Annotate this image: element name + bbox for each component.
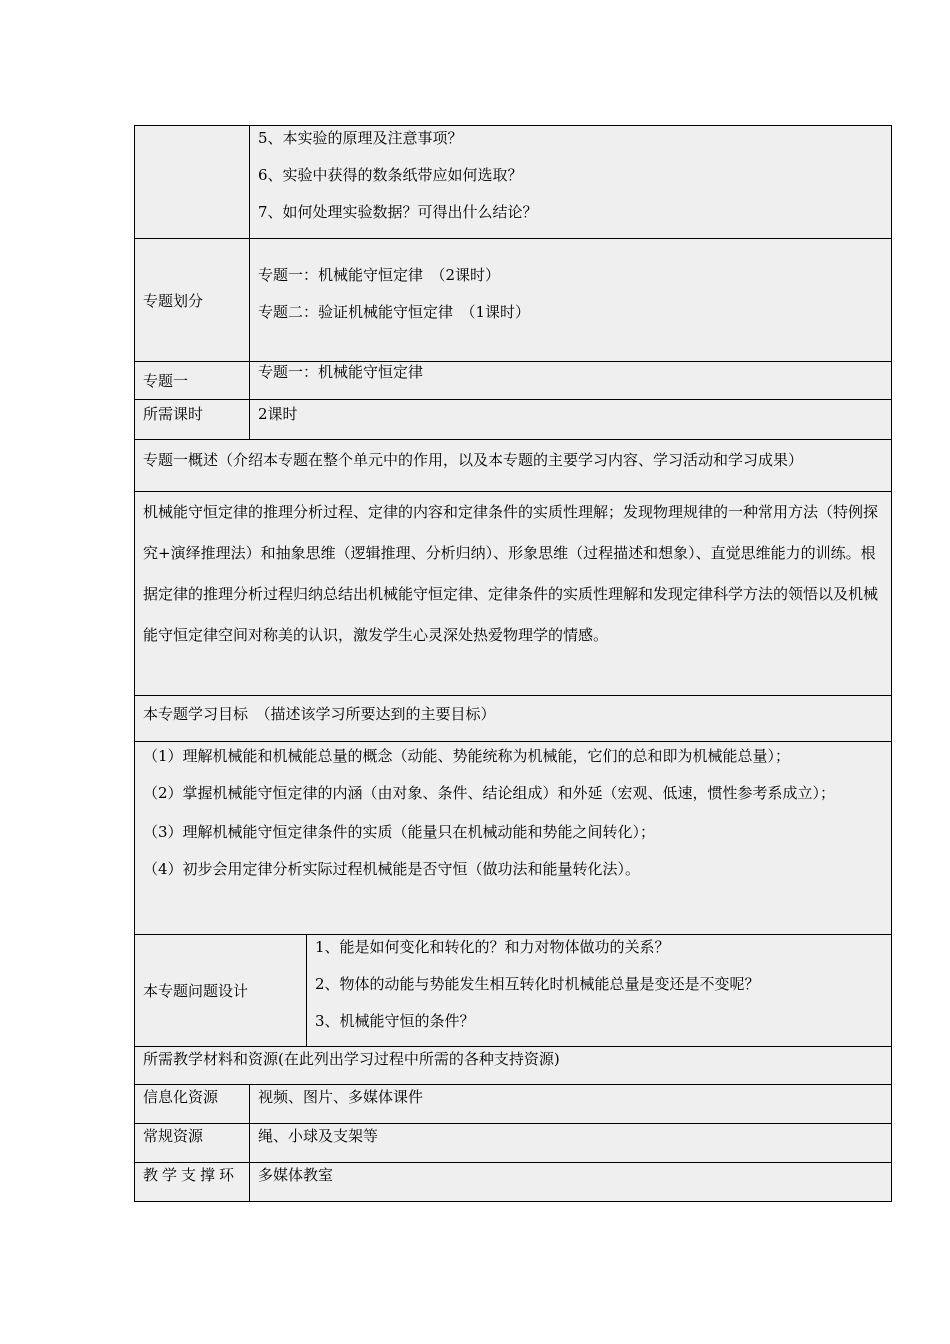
continuation-label-cell — [135, 126, 250, 239]
topic-one-label: 专题一 — [135, 362, 250, 400]
continuation-list-cell — [250, 126, 892, 239]
topic-one-value: 专题一：机械能守恒定律 — [250, 362, 892, 400]
objective-item: （2）掌握机械能守恒定律的内涵（由对象、条件、结论组成）和外延（宏观、低速，惯性参考系成立）； — [143, 784, 836, 802]
objectives-heading-row — [135, 696, 892, 742]
overview-heading-row — [135, 440, 892, 492]
resource-row — [135, 1124, 892, 1163]
topic-division-label: 专题划分 — [135, 239, 250, 362]
resource-row — [135, 1163, 892, 1202]
resource-label: 教学支撑环 — [135, 1163, 250, 1202]
resources-heading-row — [135, 1047, 892, 1085]
question-design-list — [307, 935, 892, 1047]
resource-label: 信息化资源 — [135, 1085, 250, 1124]
objectives-heading: 本专题学习目标 （描述该学习所要达到的主要目标） — [135, 696, 892, 742]
list-item: 5、本实验的原理及注意事项？ — [258, 129, 463, 147]
resource-label: 常规资源 — [135, 1124, 250, 1163]
list-item: 7、如何处理实验数据？可得出什么结论？ — [258, 203, 538, 221]
continuation-row — [135, 126, 892, 239]
objective-item: （4）初步会用定律分析实际过程机械能是否守恒（做功法和能量转化法）。 — [143, 860, 641, 878]
question-item: 2、物体的动能与势能发生相互转化时机械能总量是变还是不变呢？ — [315, 975, 760, 993]
question-design-label: 本专题问题设计 — [135, 935, 307, 1047]
class-hours-value: 2课时 — [250, 400, 892, 440]
objectives-list-cell — [135, 742, 892, 935]
list-item: 6、实验中获得的数条纸带应如何选取？ — [258, 166, 523, 184]
objectives-list-row — [135, 742, 892, 935]
overview-body: 机械能守恒定律的推理分析过程、定律的内容和定律条件的实质性理解；发现物理规律的一种常用方法（特例探究+演绎推理法）和抽象思维（逻辑推理、分析归纳）、形象思维（过程描述和想象）、直觉思维能力的训练。根据定律的推理分析过程归纳总结出机械能守恒定律、定律条件的实质性理解和发现定律科学方法的领悟以及机械能守恒定律空间对称美的认识，激发学生心灵深处热爱物理学的情感。 — [135, 492, 892, 696]
question-item: 1、能是如何变化和转化的？和力对物体做功的关系？ — [315, 938, 670, 956]
question-item: 3、机械能守恒的条件？ — [315, 1012, 475, 1030]
topic-one-row — [135, 362, 892, 400]
topic-division-cell — [250, 239, 892, 362]
resource-row — [135, 1085, 892, 1124]
topic-division-row — [135, 239, 892, 362]
question-design-row — [135, 935, 892, 1047]
class-hours-label: 所需课时 — [135, 400, 250, 440]
list-item: 专题一：机械能守恒定律 （2课时） — [258, 266, 501, 284]
objective-item: （1）理解机械能和机械能总量的概念（动能、势能统称为机械能，它们的总和即为机械能总量）； — [143, 747, 791, 765]
resource-value: 多媒体教室 — [250, 1163, 892, 1202]
overview-body-row — [135, 492, 892, 696]
resource-value: 视频、图片、多媒体课件 — [250, 1085, 892, 1124]
resource-value: 绳、小球及支架等 — [250, 1124, 892, 1163]
lesson-plan-table — [134, 125, 892, 1202]
objective-item: （3）理解机械能守恒定律条件的实质（能量只在机械动能和势能之间转化）； — [143, 823, 656, 841]
resources-heading: 所需教学材料和资源(在此列出学习过程中所需的各种支持资源) — [135, 1047, 892, 1085]
list-item: 专题二：验证机械能守恒定律 （1课时） — [258, 303, 531, 321]
overview-heading: 专题一概述（介绍本专题在整个单元中的作用，以及本专题的主要学习内容、学习活动和学习成果） — [135, 440, 892, 492]
class-hours-row — [135, 400, 892, 440]
